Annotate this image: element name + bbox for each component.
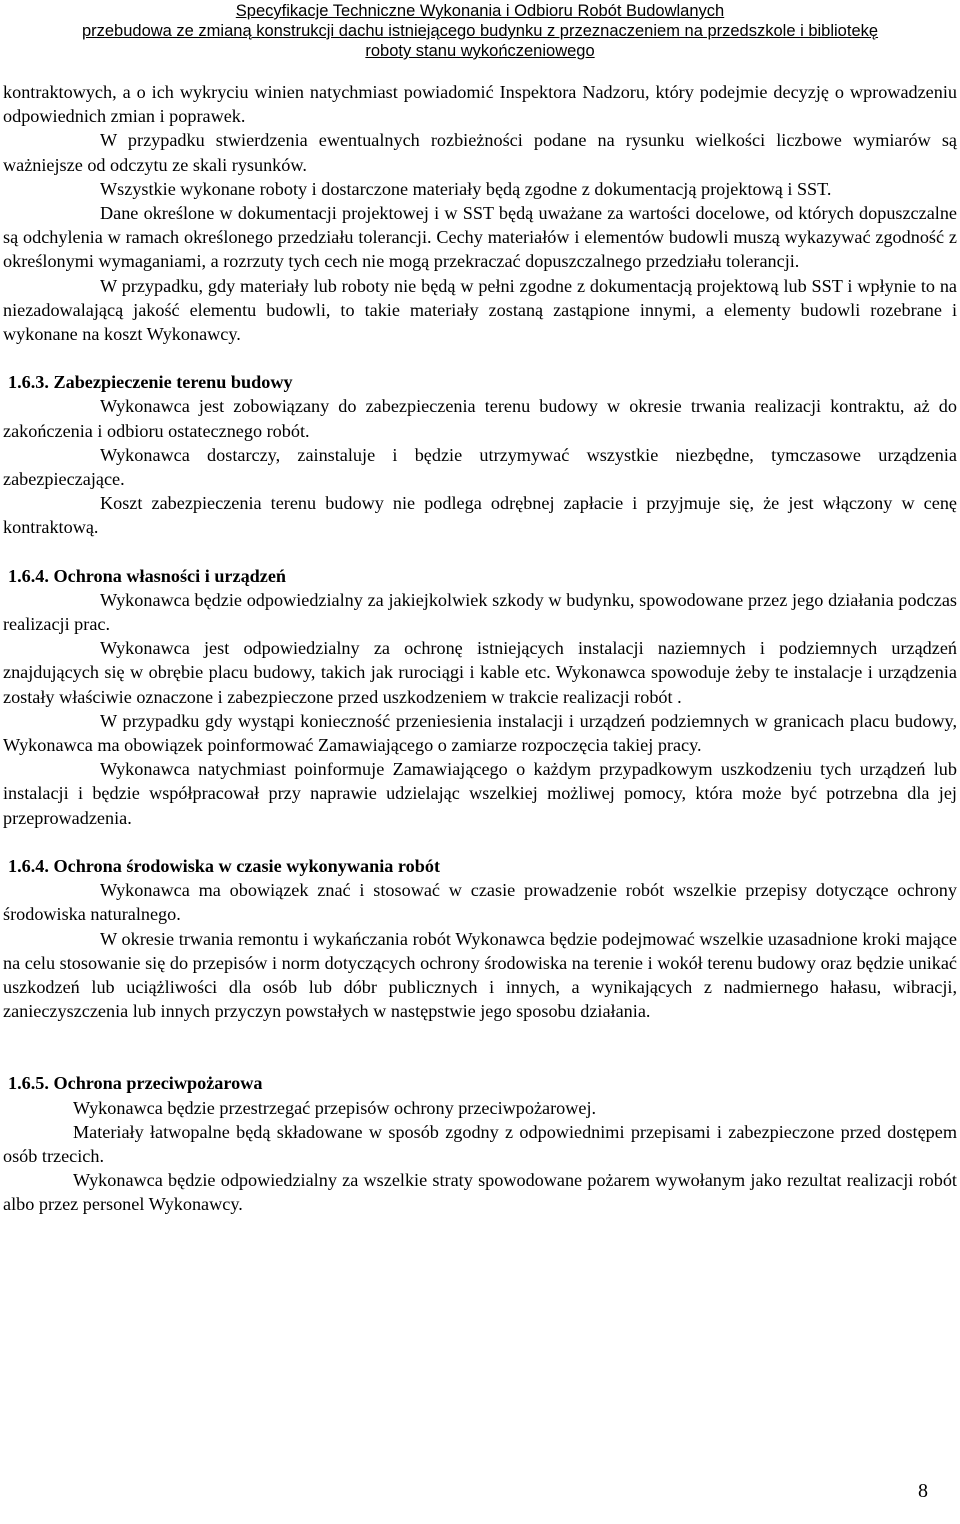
section-heading-1-6-4-property: 1.6.4. Ochrona własności i urządzeń (8, 565, 287, 586)
paragraph: Wykonawca dostarczy, zainstaluje i będzie utrzymywać wszystkie niezbędne, tymczasowe urządzenia zabezpieczające. (3, 444, 957, 490)
section-heading-1-6-3: 1.6.3. Zabezpieczenie terenu budowy (8, 372, 293, 393)
paragraph: Wykonawca jest zobowiązany do zabezpieczenia terenu budowy w okresie trwania realizacji kontraktu, aż do zakończenia i odbioru ostatecznego robót. (3, 396, 957, 441)
document-body (3, 80, 957, 1217)
paragraph: W przypadku, gdy materiały lub roboty nie będą w pełni zgodne z dokumentacją projektową lub SST i wpłynie to na niezadowalającą jakość elementu budowli, to takie materiały zostaną zastąpione innymi, a elementy budowli rozebrane i wykonane na koszt Wykonawcy. (3, 275, 957, 345)
paragraph: Wykonawca ma obowiązek znać i stosować w czasie prowadzenie robót wszelkie przepisy dotyczące ochrony środowiska naturalnego. (3, 880, 957, 925)
paragraph: Wykonawca natychmiast poinformuje Zamawiającego o każdym przypadkowym uszkodzeniu tych urządzeń lub instalacji i będzie współpracował przy naprawie udzielając wszelkiej możliwej pomocy, która może być potrzebna dla jej przeprowadzenia. (3, 759, 957, 828)
paragraph: W przypadku stwierdzenia ewentualnych rozbieżności podane na rysunku wielkości liczbowe wymiarów są ważniejsze od odczytu ze skali rysunków. (3, 130, 957, 175)
paragraph: Wszystkie wykonane roboty i dostarczone materiały będą zgodne z dokumentacją projektową i SST. (100, 178, 832, 199)
page-header (0, 0, 960, 61)
paragraph: Wykonawca będzie przestrzegać przepisów ochrony przeciwpożarowej. (73, 1097, 597, 1118)
header-scope: roboty stanu wykończeniowego (365, 42, 595, 60)
paragraph: Dane określone w dokumentacji projektowej i w SST będą uważane za wartości docelowe, od których dopuszczalne są odchylenia w ramach określonego przedziału tolerancji. Cechy materiałów i elementów budowli muszą wykazywać zgodność z określonymi wymaganiami, a rozrzuty tych cech nie mogą przekraczać dopuszczalnego przedziału tolerancji. (3, 203, 957, 272)
paragraph: kontraktowych, a o ich wykryciu winien natychmiast powiadomić Inspektora Nadzoru, który podejmie decyzję o wprowadzeniu odpowiednich zmian i poprawek. (3, 82, 957, 127)
paragraph: Materiały łatwopalne będą składowane w sposób zgodny z odpowiednimi przepisami i zabezpieczone przed dostępem osób trzecich. (3, 1121, 957, 1166)
header-title: Specyfikacje Techniczne Wykonania i Odbioru Robót Budowlanych (235, 2, 725, 20)
paragraph: Wykonawca jest odpowiedzialny za ochronę istniejących instalacji naziemnych i podziemnych urządzeń znajdujących się w obrębie placu budowy, takich jak rurociągi i kable etc. Wykonawca spowoduje żeby te instalacje i urządzenia zostały właściwie oznaczone i zabezpieczone przed uszkodzeniem w trakcie realizacji robót . (3, 638, 957, 707)
header-project: przebudowa ze zmianą konstrukcji dachu istniejącego budynku z przeznaczeniem na przedszkole i bibliotekę (81, 22, 879, 40)
paragraph: W okresie trwania remontu i wykańczania robót Wykonawca będzie podejmować wszelkie uzasadnione kroki mające na celu stosowanie się do przepisów i norm dotyczących ochrony środowiska na terenie i wokół terenu budowy oraz będzie unikać uszkodzeń lub uciążliwości dla osób lub dóbr publicznych i innych, a wynikających z nadmiernego hałasu, wibracji, zanieczyszczenia lub innych przyczyn powstałych w następstwie jego sposobu działania. (3, 928, 957, 1022)
paragraph: Wykonawca będzie odpowiedzialny za wszelkie straty spowodowane pożarem wywołanym jako rezultat realizacji robót albo przez personel Wykonawcy. (3, 1170, 957, 1215)
section-heading-1-6-5: 1.6.5. Ochrona przeciwpożarowa (8, 1073, 263, 1094)
paragraph: Koszt zabezpieczenia terenu budowy nie podlega odrębnej zapłacie i przyjmuje się, że jest włączony w cenę kontraktową. (3, 493, 957, 538)
page-number: 8 (918, 1480, 928, 1502)
paragraph: W przypadku gdy wystąpi konieczność przeniesienia instalacji i urządzeń podziemnych w granicach placu budowy, Wykonawca ma obowiązek poinformować Zamawiającego o zamiarze rozpoczęcia takiej pracy. (3, 710, 957, 756)
paragraph: Wykonawca będzie odpowiedzialny za jakiejkolwiek szkody w budynku, spowodowane przez jego działania podczas realizacji prac. (3, 589, 957, 635)
section-heading-1-6-4-environment: 1.6.4. Ochrona środowiska w czasie wykonywania robót (8, 855, 440, 876)
